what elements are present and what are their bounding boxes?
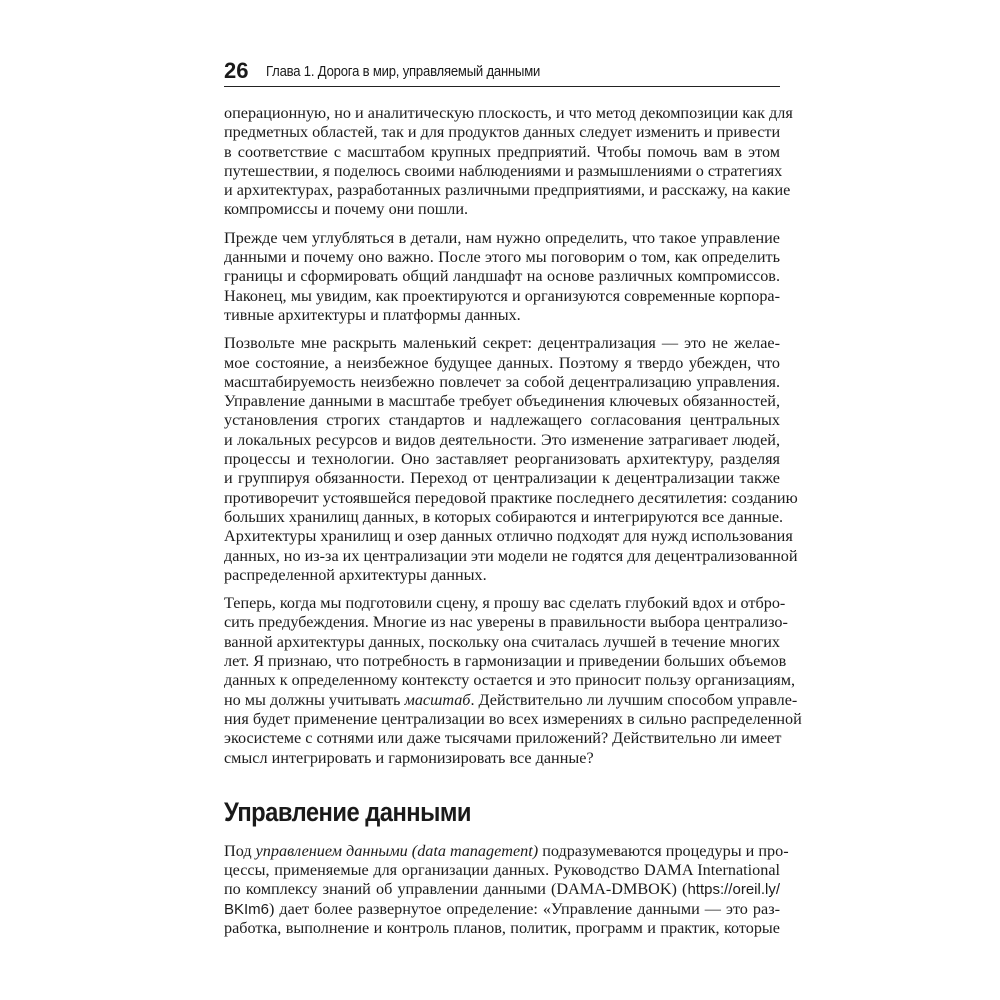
text-line: ния будет применение централизации во всех измерениях в сильно распределенной xyxy=(224,709,802,728)
text-line: цессы, применяемые для организации данных. Руководство DAMA International xyxy=(224,861,780,880)
page-number: 26 xyxy=(224,58,249,83)
chapter-title: Глава 1. Дорога в мир, управляемый данными xyxy=(266,64,541,80)
paragraph-1 xyxy=(224,104,793,220)
text-fragment: ) дает более развернутое определение: «Управление данными — это раз- xyxy=(269,899,780,918)
text-line xyxy=(224,900,780,919)
emphasis-text: масштаб xyxy=(404,690,471,709)
emphasis-text: управлением данными (data management) xyxy=(255,841,539,860)
text-line: границы и сформировать общий ландшафт на основе различных компромиссов. xyxy=(224,267,780,286)
text-line: распределенной архитектуры данных. xyxy=(224,565,487,584)
paragraph-3 xyxy=(224,334,798,585)
text-fragment: подразумеваются процедуры и про- xyxy=(538,841,789,860)
text-fragment: Под xyxy=(224,841,256,860)
text-line: тивные архитектуры и платформы данных. xyxy=(224,305,521,324)
url-link[interactable]: BKIm6 xyxy=(224,900,270,918)
section-heading: Управление данными xyxy=(224,796,471,827)
text-line: Прежде чем углубляться в детали, нам нужно определить, что такое управление xyxy=(224,228,780,247)
text-line: Теперь, когда мы подготовили сцену, я прошу вас сделать глубокий вдох и отбро- xyxy=(224,594,786,613)
text-line: ванной архитектуры данных, поскольку она считалась лучшей в течение многих xyxy=(224,632,780,651)
text-line: процессы и технологии. Оно заставляет реорганизовать архитектуру, разделяя xyxy=(224,450,780,469)
text-line: в соответствие с масштабом крупных предприятий. Чтобы помочь вам в этом xyxy=(224,142,780,161)
paragraph-4 xyxy=(224,594,802,768)
text-line: масштабируемость неизбежно повлечет за собой децентрализацию управления. xyxy=(224,372,780,391)
text-line: противоречит устоявшейся передовой практике последнего десятилетия: созданию xyxy=(224,488,798,507)
text-line: установления строгих стандартов и надлежащего согласования центральных xyxy=(224,411,780,430)
text-line: данных к определенному контексту остается и это приносит пользу организациям, xyxy=(224,671,796,690)
text-line: экосистеме с сотнями или даже тысячами приложений? Действительно ли имеет xyxy=(224,729,782,748)
text-line: мое состояние, а неизбежное будущее данных. Поэтому я твердо убежден, что xyxy=(224,353,780,372)
text-line: предметных областей, так и для продуктов данных следует изменить и привести xyxy=(224,123,781,142)
text-line: путешествии, я поделюсь своими наблюдениями и размышлениями о стратегиях xyxy=(224,161,783,180)
text-line: Управление данными в масштабе требует объединения ключевых обязанностей, xyxy=(224,392,780,411)
text-line: Архитектуры хранилищ и озер данных отлично подходят для нужд использования xyxy=(224,527,793,546)
text-line: Позвольте мне раскрыть маленький секрет: децентрализация — это не желае- xyxy=(224,334,780,353)
text-line: операционную, но и аналитическую плоскость, и что метод декомпозиции как для xyxy=(224,104,793,122)
text-line: компромиссы и почему они пошли. xyxy=(224,200,469,219)
text-line: лет. Я признаю, что потребность в гармонизации и приведении больших объемов xyxy=(224,652,787,671)
body-text xyxy=(224,104,802,938)
text-line xyxy=(224,841,789,861)
paragraph-2 xyxy=(224,229,780,325)
text-line: смысл интегрировать и гармонизировать все данные? xyxy=(224,748,594,767)
text-line xyxy=(224,690,798,710)
text-line: больших хранилищ данных, в которых собираются и интегрируются все данные. xyxy=(224,507,784,526)
text-fragment: по комплексу знаний об управлении данными (DAMA-DMBOK) ( xyxy=(224,880,688,899)
text-line: данных, но из-за их централизации эти модели не годятся для децентрализованной xyxy=(224,546,798,565)
text-fragment: но мы должны учитывать xyxy=(224,690,405,709)
text-line: и локальных ресурсов и видов деятельности. Это изменение затрагивает людей, xyxy=(224,430,780,449)
text-line: и архитектурах, разработанных различными предприятиями, и расскажу, на какие xyxy=(224,181,791,200)
text-line: и группируя обязанности. Переход от централизации к децентрализации также xyxy=(224,469,780,488)
text-line xyxy=(224,880,780,899)
paragraph-5 xyxy=(224,841,789,938)
url-link[interactable]: https://oreil.ly/ xyxy=(687,881,780,899)
running-head xyxy=(224,52,780,82)
text-fragment: . Действительно ли лучшим способом управле- xyxy=(470,690,798,709)
text-line: данными и почему оно важно. После этого мы поговорим о том, как определить xyxy=(224,248,780,267)
text-line: сить предубеждения. Многие из нас уверены в правильности выбора централизо- xyxy=(224,613,788,632)
text-line: работка, выполнение и контроль планов, политик, программ и практик, которые xyxy=(224,918,780,937)
text-line: Наконец, мы увидим, как проектируются и организуются современные корпора- xyxy=(224,286,780,305)
header-rule xyxy=(224,86,780,87)
